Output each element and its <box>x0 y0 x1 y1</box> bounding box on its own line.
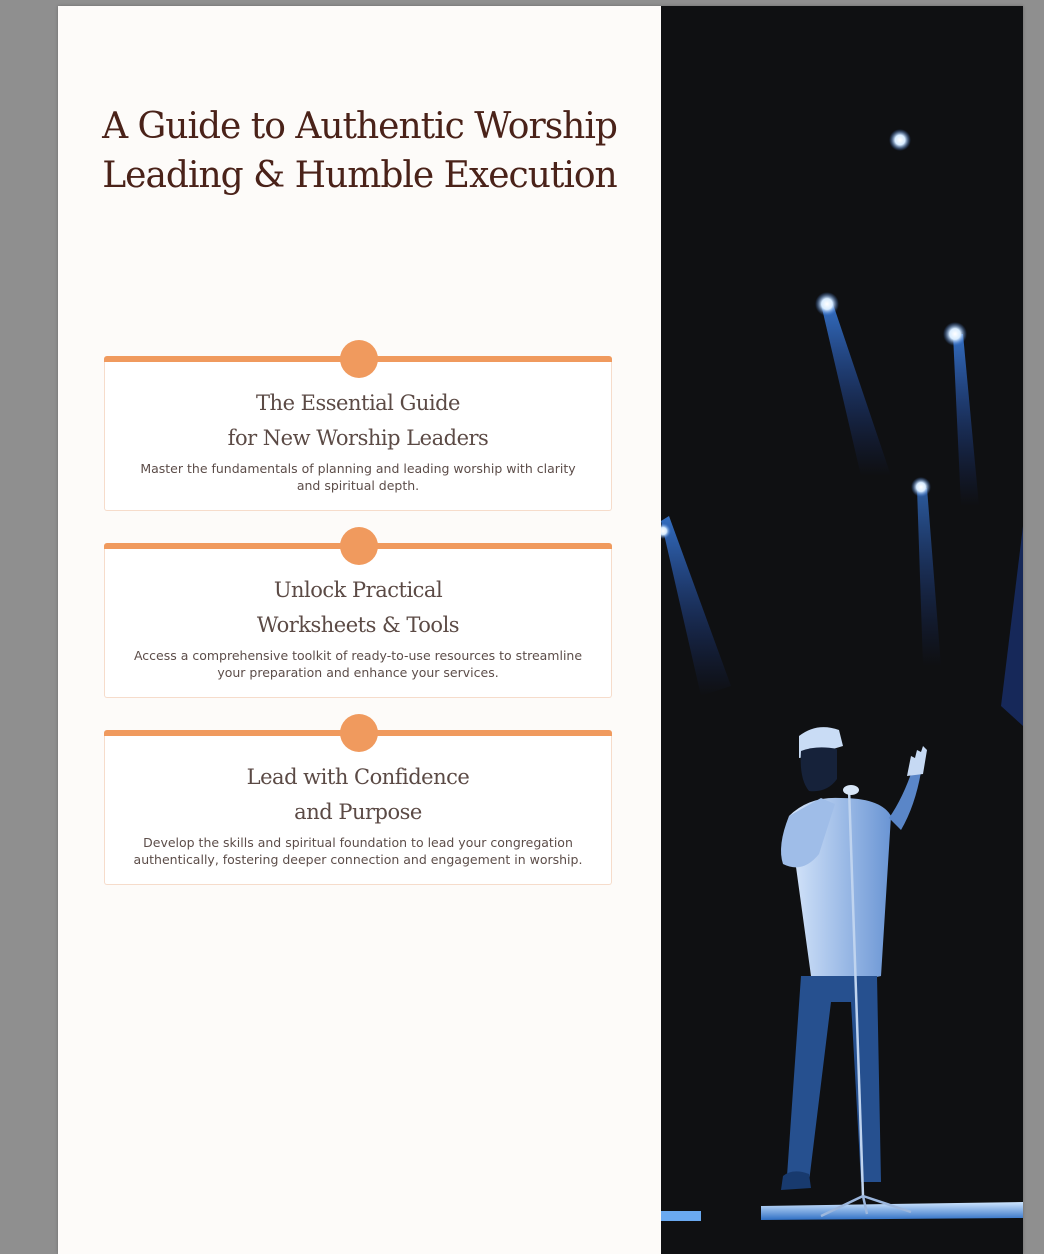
microphone-icon <box>843 785 859 795</box>
card-description-line: Master the fundamentals of planning and leading worship with clarity <box>140 461 576 476</box>
card-description <box>105 647 611 681</box>
spotlight-icon <box>815 292 839 316</box>
singer-figure <box>781 727 927 1216</box>
content-column <box>58 6 661 1254</box>
card-description-line: and spiritual depth. <box>296 478 420 493</box>
card-description <box>105 460 611 494</box>
light-beam <box>917 488 941 666</box>
card-description-line: Access a comprehensive toolkit of ready-to-use resources to streamline <box>133 648 583 663</box>
feature-card-essential-guide <box>104 356 612 511</box>
card-accent-circle-icon <box>340 340 378 378</box>
card-description-line: authentically, fostering deeper connection and engagement in worship. <box>133 852 583 867</box>
spotlight-icon <box>943 322 967 346</box>
card-description-line: your preparation and enhance your services. <box>217 665 499 680</box>
card-accent-circle-icon <box>340 527 378 565</box>
feature-card-confidence-purpose <box>104 730 612 885</box>
page-title <box>58 102 661 200</box>
card-heading-line: Worksheets & Tools <box>256 613 460 637</box>
title-line-2: Leading & Humble Execution <box>102 155 617 196</box>
feature-card-worksheets-tools <box>104 543 612 698</box>
light-beam <box>953 334 979 506</box>
spotlight-icon <box>889 129 911 151</box>
light-beam <box>661 516 731 696</box>
stage-scene-illustration <box>661 6 1023 1254</box>
card-heading-line: and Purpose <box>294 800 422 824</box>
light-beam <box>821 304 891 476</box>
spotlight-icon <box>911 477 931 497</box>
card-description <box>105 834 611 868</box>
card-description-line: Develop the skills and spiritual foundation to lead your congregation <box>143 835 573 850</box>
card-accent-circle-icon <box>340 714 378 752</box>
card-heading-line: for New Worship Leaders <box>227 426 489 450</box>
stage-floor <box>661 1211 701 1221</box>
light-beam <box>1001 526 1023 726</box>
card-heading-line: The Essential Guide <box>256 391 460 415</box>
worship-leader-photo <box>661 6 1023 1254</box>
title-line-1: A Guide to Authentic Worship <box>102 106 617 147</box>
card-heading-line: Lead with Confidence <box>246 765 470 789</box>
card-heading-line: Unlock Practical <box>273 578 443 602</box>
document-page <box>58 6 1023 1254</box>
